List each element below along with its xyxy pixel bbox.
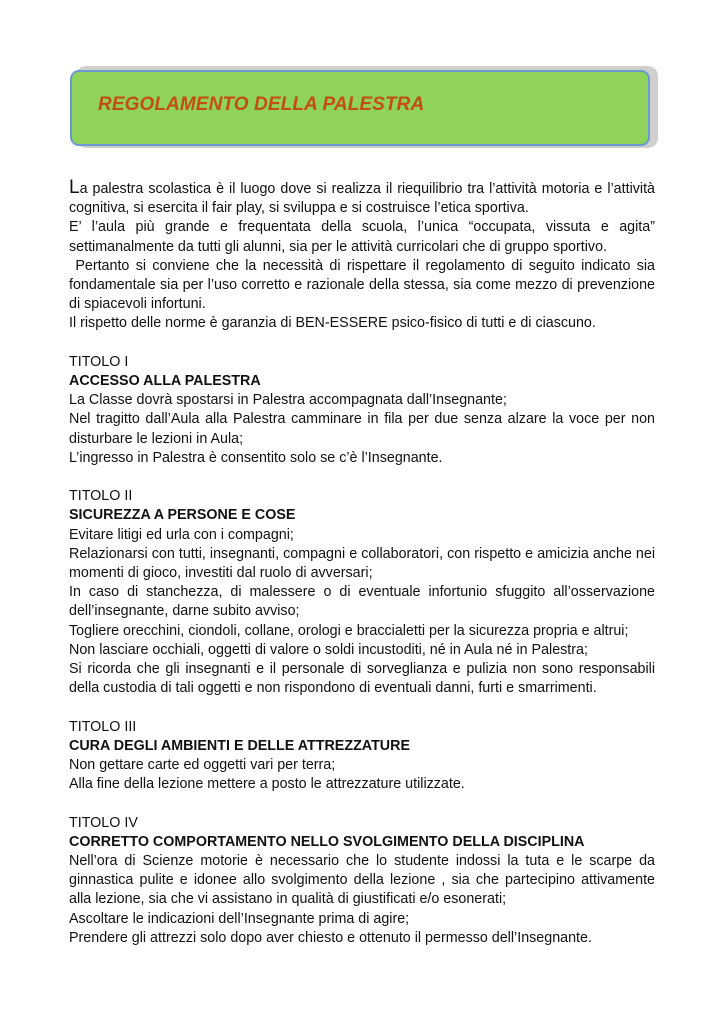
document-body bbox=[69, 177, 659, 948]
rule-item: Prendere gli attrezzi solo dopo aver chiesto e ottenuto il permesso dell’Insegnante. bbox=[69, 929, 592, 946]
rule-item: Evitare litigi ed urla con i compagni; bbox=[69, 526, 294, 543]
intro-paragraph: Pertanto si conviene che la necessità di rispettare il regolamento di seguito indicato sia fondamentale sia per l’uso corretto e razionale della stessa, sia come mezzo di prevenzione di spiacevoli infortuni. bbox=[69, 257, 659, 313]
document-title: REGOLAMENTO DELLA PALESTRA bbox=[98, 94, 425, 115]
rule-item: Non lasciare occhiali, oggetti di valore o soldi incustoditi, né in Aula né in Palestra; bbox=[69, 641, 588, 658]
intro-paragraph: E’ l’aula più grande e frequentata della scuola, l’unica “occupata, vissuta e agita” settimanalmente da tutti gli alunni, sia per le attività curricolari che di gruppo sportivo. bbox=[69, 219, 655, 255]
rule-item: Nell’ora di Scienze motorie è necessario che lo studente indossi la tuta e le scarpe da ginnastica pulite e idonee allo svolgimento della lezione , sia che partecipino attivamente alla lezione, sia che vi assistano in qualità di giustificati e/o esonerati; bbox=[69, 853, 655, 908]
section-label: TITOLO IV bbox=[69, 814, 138, 831]
spacer bbox=[69, 468, 655, 487]
intro-paragraph: La palestra scolastica è il luogo dove si realizza il riequilibrio tra l’attività motoria e l’attività cognitiva, si esercita il fair play, si sviluppa e si costruisce l’etica sportiva. bbox=[69, 177, 655, 217]
rule-item: Alla fine della lezione mettere a posto le attrezzature utilizzate. bbox=[69, 776, 465, 793]
rule-item: Si ricorda che gli insegnanti e il personale di sorveglianza e pulizia non sono responsabili della custodia di tali oggetti e non rispondono di eventuali danni, furti e smarrimenti. bbox=[69, 661, 655, 697]
rule-item: L’ingresso in Palestra è consentito solo se c’è l’Insegnante. bbox=[69, 449, 443, 466]
section-label: TITOLO III bbox=[69, 718, 137, 735]
rule-item: Togliere orecchini, ciondoli, collane, orologi e braccialetti per la sicurezza propria e altrui; bbox=[69, 622, 629, 639]
rule-item: Non gettare carte ed oggetti vari per terra; bbox=[69, 757, 336, 774]
rule-item: In caso di stanchezza, di malessere o di eventuale infortunio sfuggito all’osservazione dell’insegnante, darne subito avviso; bbox=[69, 584, 655, 620]
spacer bbox=[69, 334, 655, 353]
title-banner bbox=[70, 70, 650, 146]
intro-paragraph: Il rispetto delle norme è garanzia di BEN-ESSERE psico-fisico di tutti e di ciascuno. bbox=[69, 315, 596, 332]
section-label: TITOLO I bbox=[69, 353, 129, 370]
spacer bbox=[69, 794, 655, 813]
section-label: TITOLO II bbox=[69, 488, 133, 505]
section-heading: CURA DEGLI AMBIENTI E DELLE ATTREZZATURE bbox=[69, 737, 410, 754]
rule-item: Ascoltare le indicazioni dell’Insegnante prima di agire; bbox=[69, 910, 410, 927]
rule-item: Relazionarsi con tutti, insegnanti, compagni e collaboratori, con rispetto e amicizia anche nei momenti di gioco, investiti dal ruolo di avversari; bbox=[69, 545, 655, 582]
rule-item: Nel tragitto dall’Aula alla Palestra camminare in fila per due senza alzare la voce per non disturbare le lezioni in Aula; bbox=[69, 411, 655, 447]
section-heading: CORRETTO COMPORTAMENTO NELLO SVOLGIMENTO DELLA DISCIPLINA bbox=[69, 833, 585, 850]
rule-item: La Classe dovrà spostarsi in Palestra accompagnata dall’Insegnante; bbox=[69, 392, 507, 409]
spacer bbox=[69, 698, 655, 717]
section-heading: SICUREZZA A PERSONE E COSE bbox=[69, 507, 296, 524]
section-heading: ACCESSO ALLA PALESTRA bbox=[69, 373, 261, 390]
